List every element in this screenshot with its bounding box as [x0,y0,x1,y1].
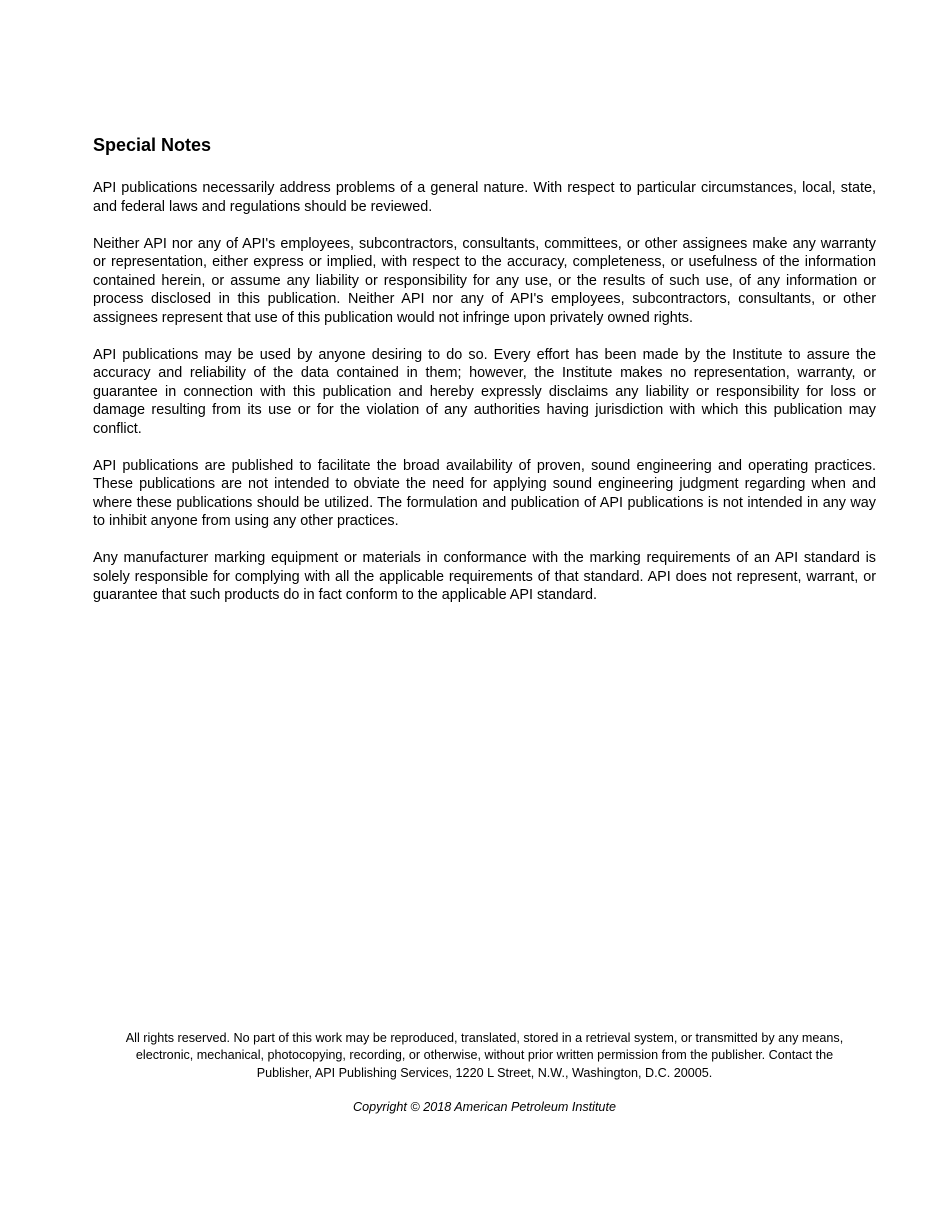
copyright-notice: Copyright © 2018 American Petroleum Institute [353,1099,616,1114]
rights-notice-line: Publisher, API Publishing Services, 1220 L Street, N.W., Washington, D.C. 20005. [256,1065,713,1080]
note-paragraph-use-disclaimer: API publications may be used by anyone desiring to do so. Every effort has been made by the Institute to assure the accuracy and reliability of the data contained in them; however, the Institute makes no representation, warranty, or guarantee in connection with this publication and hereby expressly disclaims any liability or responsibility for loss or damage resulting from its use or for the violation of any authorities having jurisdiction with which this publication may conflict. [93,346,876,437]
page-title: Special Notes [93,135,212,155]
note-paragraph-general-nature: API publications necessarily address problems of a general nature. With respect to particular circumstances, local, state, and federal laws and regulations should be reviewed. [93,180,876,215]
footer [93,1030,876,1116]
note-paragraph-no-warranty: Neither API nor any of API's employees, subcontractors, consultants, committees, or other assignees make any warranty or representation, either express or implied, with respect to the accuracy, completeness, or usefulness of the information contained herein, or assume any liability or responsibility for any use, or the results of such use, of any information or process disclosed in this publication. Neither API nor any of API's employees, subcontractors, consultants, or other assignees represent that use of this publication would not infringe upon privately owned rights. [93,235,876,326]
special-notes-section [93,134,876,623]
note-paragraph-manufacturer-marking: Any manufacturer marking equipment or materials in conformance with the marking requirements of an API standard is solely responsible for complying with all the applicable requirements of that standard. API does not represent, warrant, or guarantee that such products do in fact conform to the applicable API standard. [93,550,876,603]
note-paragraph-purpose: API publications are published to facilitate the broad availability of proven, sound engineering and operating practices. These publications are not intended to obviate the need for applying sound engineering judgment regarding when and where these publications should be utilized. The formulation and publication of API publications is not intended in any way to inhibit anyone from using any other practices. [93,457,876,529]
rights-notice [93,1030,876,1082]
rights-notice-line: electronic, mechanical, photocopying, recording, or otherwise, without prior written permission from the publisher. Contact the [135,1048,834,1063]
rights-notice-line: All rights reserved. No part of this work may be reproduced, translated, stored in a retrieval system, or transmitted by any means, [125,1031,844,1045]
